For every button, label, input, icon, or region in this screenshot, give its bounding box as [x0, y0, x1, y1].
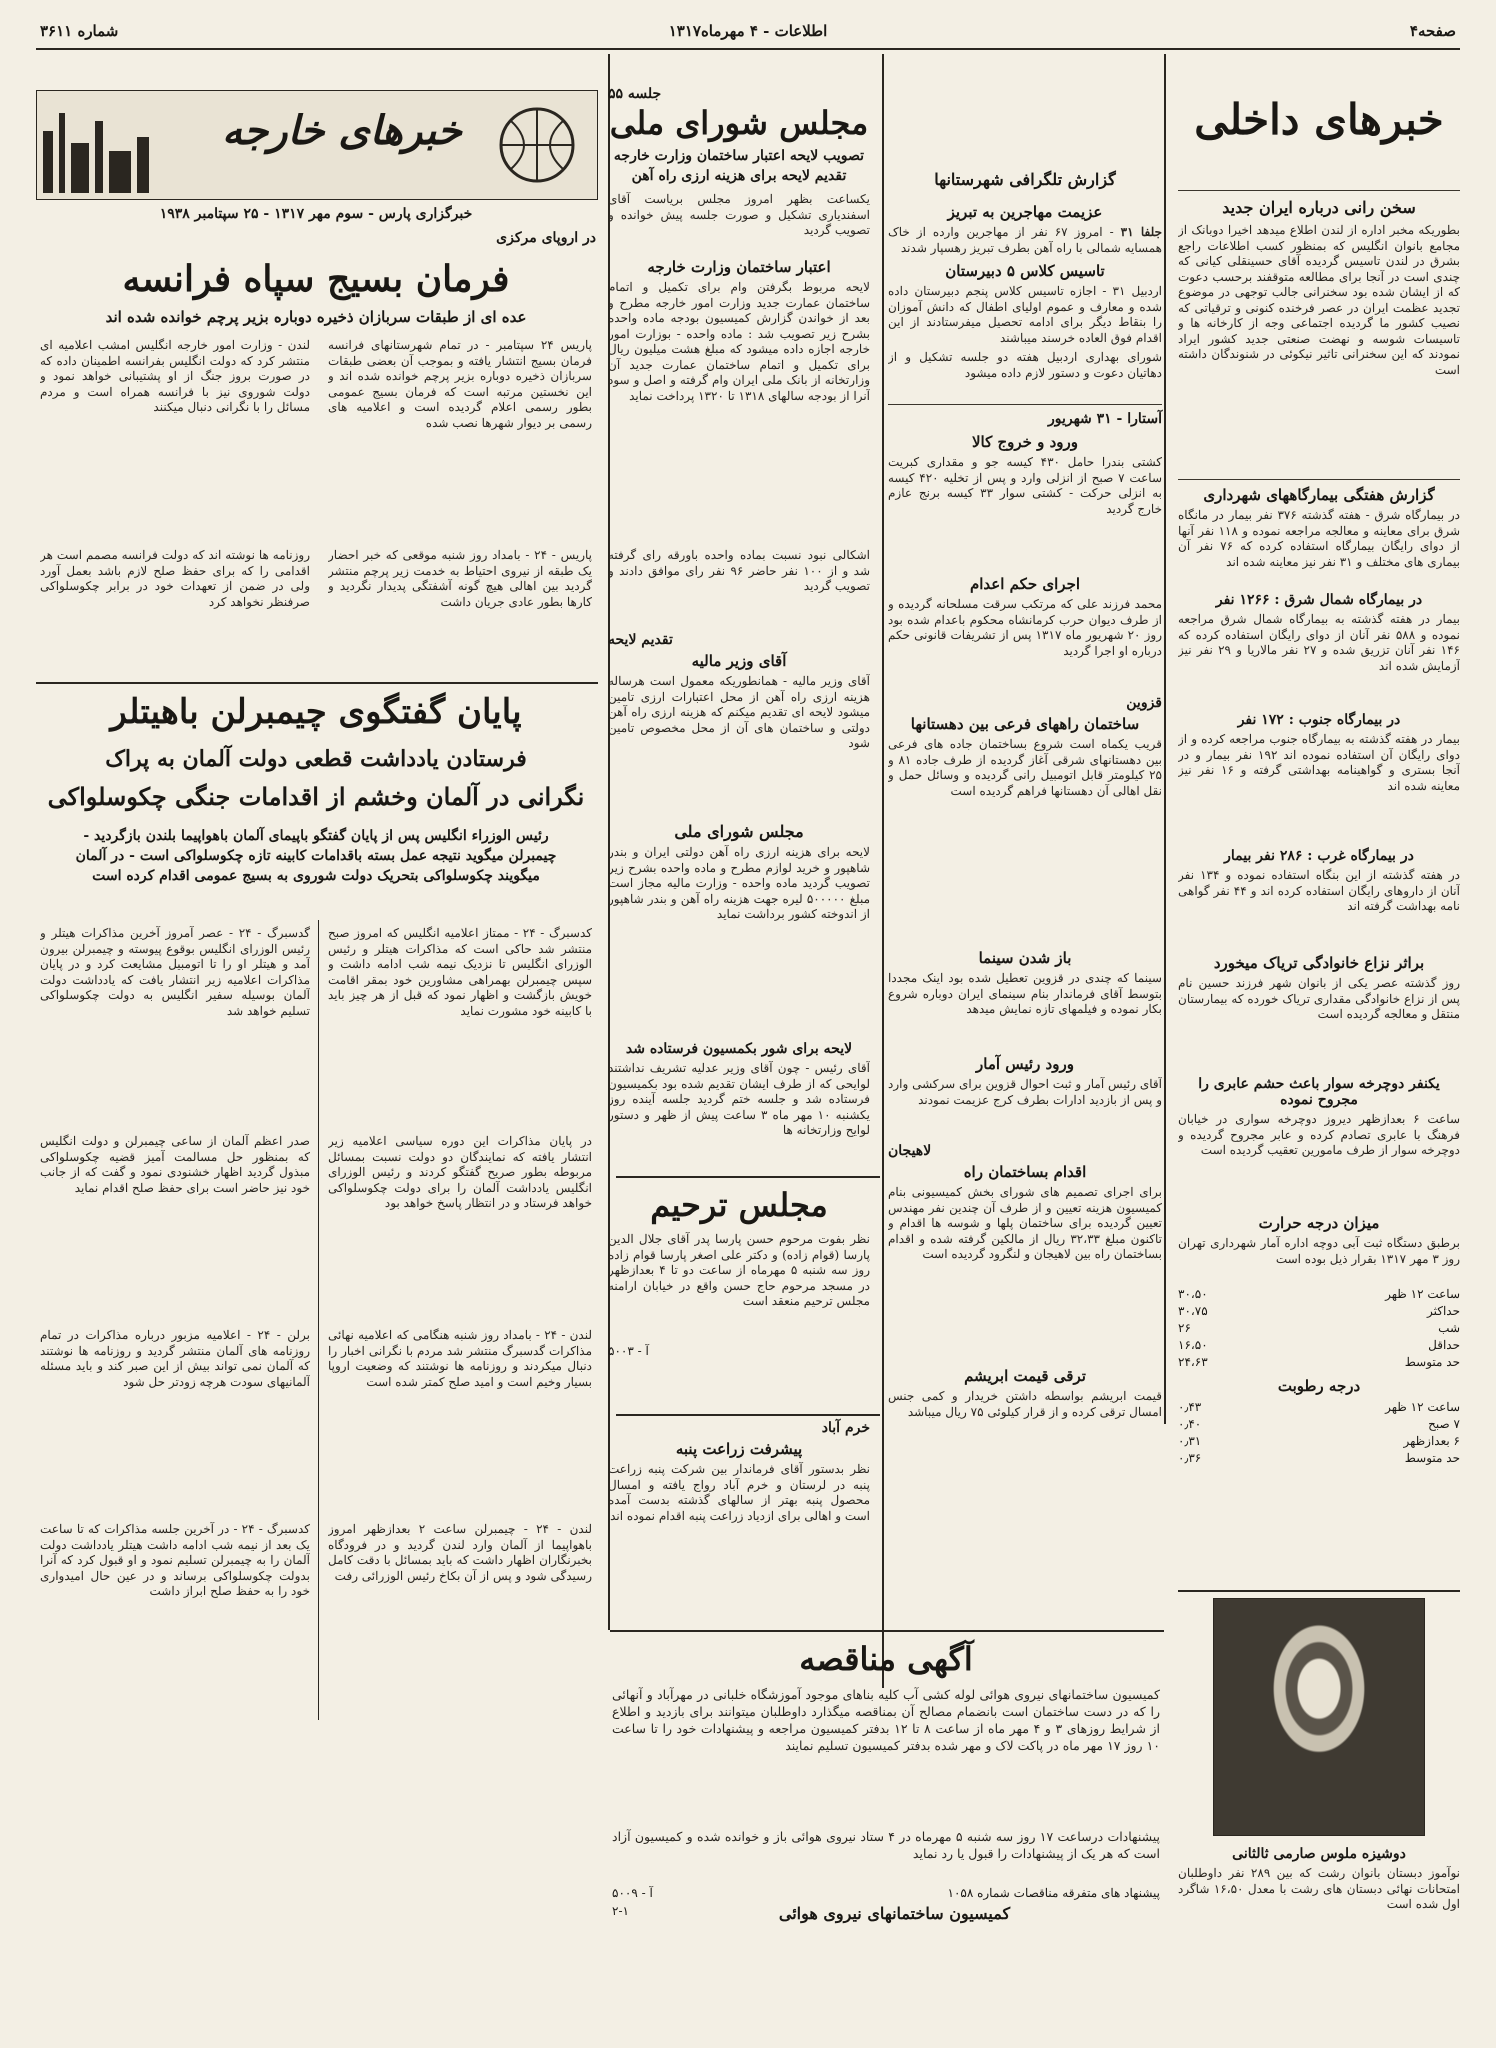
khorram-box	[608, 1420, 870, 1572]
tender-signature: کمیسیون ساختمانهای نیروی هوائی	[778, 1904, 1011, 1923]
school-headline: تاسیس کلاس ۵ دبیرستان	[945, 262, 1105, 280]
cotton-text: نظر بدستور آقای فرماندار بین شرکت پنبه زراعت پنبه در لرستان و خرم آباد رواج یافته و امسال محصول پنبه بهتر از سالهای گذشته بدست آمده است و اهالی برای ازدیاد زراعت پنبه اقدام نموده اند	[608, 1462, 870, 1523]
column-rule	[882, 54, 884, 1688]
divider	[616, 1414, 880, 1416]
chamberlain-col-3: در پایان مذاکرات این دوره سیاسی اعلامیه زیر انتشار یافته که نمایندگان دو دولت نسبت بمسائل مربوطه بطور صریح گفتگو کردند و رئیس الوزرای انگلیس یادداشت آلمان را برای دولت چکوسلواکی خواهد فرستاد و در انتظار پاسخ خواهد بود	[328, 1134, 592, 1210]
divider	[1178, 190, 1460, 191]
chamberlain-col-5: لندن - ۲۴ - بامداد روز شنبه هنگامی که اعلامیه نهائی مذاکرات گدسبرگ منتشر شد مردم با نگرانی اخبار را دنبال میکردند و روزنامه ها نوشتند که وضعیت اروپا بسیار وخیم است و امید صلح کمتر شده است	[328, 1328, 592, 1389]
majlis-sub2: تقدیم لایحه برای هزینه ارزی راه آهن	[631, 168, 847, 184]
tender-code: آ - ۵۰۰۹	[612, 1886, 653, 1900]
tender-side: ۲-۱	[612, 1904, 629, 1918]
south-headline: در بیمارگاه جنوب : ۱۷۲ نفر	[1237, 712, 1401, 728]
chamberlain-col-6: برلن - ۲۴ - اعلامیه مزبور درباره مذاکرات در تمام روزنامه های آلمان منتشر گردید و روزنامه ها نوشتند که آلمان نمی تواند بیش از این صبر کند و باید مسئله آلمانیهای سودت هرچه زودتر حل شود	[40, 1328, 310, 1389]
portrait-photo	[1213, 1598, 1425, 1836]
column-rule	[1164, 54, 1166, 1424]
execution-text: محمد فرزند علی که مرتکب سرقت مسلحانه گردیده و از طرف دیوان حرب کرمانشاه محکوم باعدام شده بود روز ۲۰ شهریور ماه ۱۳۱۷ پس از تشریفات قانونی حکم درباره او اجرا گردید	[888, 597, 1162, 658]
telegraph-headline: گزارش تلگرافی شهرستانها	[934, 170, 1116, 189]
tender-ref: پیشنهاد های متفرقه مناقصات شماره ۱۰۵۸	[947, 1886, 1160, 1900]
roads-headline: ساختمان راههای فرعی بین دهستانها	[910, 715, 1140, 733]
tabriz-place: جلفا ۳۱	[1120, 225, 1163, 239]
opium-headline: براثر نزاع خانوادگی تریاک میخورد	[1213, 954, 1425, 972]
stat-text: آقای رئیس آمار و ثبت احوال قزوین برای سرکشی وارد و پس از بازدید ادارات بطرف کرج عزیمت نمودند	[888, 1077, 1162, 1107]
tender-footer: پیشنهادات درساعت ۱۷ روز سه شنبه ۵ مهرماه در ۴ ستاد نیروی هوائی باز و خوانده شده و کمیسیون آزاد است که هر یک از پیشنهادات را قبول یا رد نماید	[612, 1829, 1160, 1861]
astara-place: آستارا - ۳۱ شهریور	[888, 404, 1162, 427]
commission-headline: لایحه برای شور بکمسیون فرستاده شد	[625, 1041, 853, 1057]
council-text: لایحه برای هزینه ارزی راه آهن دولتی ایران و بندر شاهپور و خرید لوازم مطرح و ماده واحده بشرح زیر تصویب گردید ماده واحده - وزارت مالیه مجاز است مبلغ ۵۰۰۰۰۰ لیره جهت هزینه راه آهن و بندر شاهپور از اندوخته کشور برداشت نماید	[608, 845, 870, 921]
building-headline: اقدام بساختمان راه	[963, 1163, 1087, 1181]
photo-caption: دوشیزه ملوس صارمی ثالثانی	[1232, 1846, 1406, 1862]
row-label: ساعت ۱۲ ظهر	[1385, 1400, 1460, 1414]
temperature-table	[1178, 1286, 1460, 1371]
page-label: صفحه۴	[1409, 22, 1456, 40]
photo-text: نوآموز دبستان بانوان رشت که بین ۲۸۹ نفر داوطلبان امتحانات نهائی دبستان های رشت با معدل ۱۶،۵۰ شاگرد اول شده است	[1178, 1866, 1461, 1911]
present-text: آقای وزیر مالیه - همانطوریکه معمول است هرساله هزینه ارزی راه آهن از محل اعتبارات ارزی تامین میشود لایحه ای تقدیم میکنم که هزینه ارزی راه آهن دولتی و ساختمان های آن از محل مخصوص تامین شود	[608, 674, 870, 750]
majlis-sub1: تصویب لایحه اعتبار ساختمان وزارت خارجه	[613, 148, 865, 164]
divider	[616, 1176, 880, 1178]
foreign-region: در اروپای مرکزی	[496, 230, 596, 246]
roads-text: قریب یکماه است شروع بساختمان جاده های فرعی بین دهستانهای شرقی آغاز گردیده از طرف جاده ۸۱ و ۲۵ کیلومتر قابل اتومبیل رانی گردیده و وسائل حمل و نقل اهالی آن دهستانها فراهم گردیده است	[888, 737, 1162, 798]
row-label: ۷ صبح	[1428, 1417, 1460, 1431]
tender-box	[612, 1640, 1160, 1962]
headline-chamberlain: پایان گفتگوی چیمبرلن باهیتلر	[110, 692, 522, 732]
france-col-a: پاریس ۲۴ سپتامبر - در تمام شهرستانهای فرانسه فرمان بسیج انتشار یافته و بموجب آن بعضی طبقات سربازان ذخیره دوباره بزیر پرچم خوانده شده اند و این نخستین مرتبه است که فرمان بسیج عمومی بطور رسمی اعلام گردیده است و اعلامیه های رسمی بر دیوار شهرها نصب شده	[328, 338, 592, 430]
photo-box	[1178, 1598, 1460, 1913]
silk-text: قیمت ابریشم بواسطه داشتن خریدار و کمی جنس امسال ترقی کرده و از قرار کیلوئی ۷۵ ریال میباشد	[888, 1389, 1162, 1419]
france-col-b: لندن - وزارت امور خارجه انگلیس امشب اعلامیه ای منتشر کرد که دولت انگلیس بفرانسه اطمینان داده که در صورت بروز جنگ از او پشتیبانی خواهد نمود و دولت شوروی نیز با فرانسه همراه است و مردم مسائل را با نگرانی دنبال میکنند	[40, 338, 310, 414]
table-row	[1178, 1286, 1460, 1303]
lahijan-place: لاهیجان	[888, 1143, 932, 1159]
table-row	[1178, 1416, 1460, 1433]
row-value: ۰٫۴۰	[1178, 1417, 1202, 1431]
credit-headline: اعتبار ساختمان وزارت خارجه	[647, 258, 831, 276]
north-east-text: بیمار در هفته گذشته به بیمارگاه شمال شرق مراجعه نموده و ۵۸۸ نفر آنان از دوای رایگان استفاده کرده که ۱۴۶ نفر آنان تزریق شده و ۲۷ نفر مالاریا و ۲۹ نفر نیز آزمایش شده اند	[1178, 612, 1460, 673]
telegraph-column: گزارش تلگرافی شهرستانها عزیمت مهاجرین به تبریز جلفا ۳۱ - امروز ۶۷ نفر از مهاجرین وارده از خاک همسایه شمالی با راه آهن بطرف تبریز رهسپار شدند تاسیس کلاس ۵ دبیرستان اردبیل ۳۱ - اجازه تاسیس کلاس پنجم دبیرستان داده شده و معارف و عموم اولیای اطفال که دانش آموزان را بنقاط دیگر برای ادامه تحصیل میفرستادند از این اقدام فوق العاده خرسند میباشند شورای بهداری اردبیل هفته دو جلسه تشکیل و از دهاتیان دعوت و دستور لازم داده میشود آستارا - ۳۱ شهریور ورود و خروج کالا کشتی بندرا حامل ۴۳۰ کیسه جو و مقداری کبریت ساعت ۷ صبح از انزلی وارد و پس از تخلیه ۴۲۰ کیسه به انزلی حرکت - کشتی سوار ۳۳ کیسه برنج عازم خارج گردید اجرای حکم اعدام محمد فرزند علی که مرتکب سرقت مسلحانه گردیده و از طرف دیوان حرب کرمانشاه محکوم باعدام شده بود روز ۲۰ شهریور ماه ۱۳۱۷ پس از تشریفات قانونی حکم درباره او اجرا گردید قزوین ساختمان راههای فرعی بین دهستانها قریب یکماه است شروع بساختمان جاده های فرعی بین دهستانهای شرقی آغاز گردیده از طرف جاده ۸۱ و ۲۵ کیلومتر قابل اتومبیل رانی گردیده و وسائل حمل و نقل اهالی آن دهستانها فراهم گردیده است باز شدن سینما سینما که چندی در قزوین تعطیل شده بود اینک مجددا بتوسط آقای فرماندار بنام سینمای ایران دوباره شروع بکار نموده و فیلمهای تازه نمایش میدهد ورود رئیس آمار آقای رئیس آمار و ثبت احوال قزوین برای سرکشی وارد و پس از بازدید ادارات بطرف کرج عزیمت نمودند لاهیجان اقدام بساختمان راه برای اجرای تصمیم های شورای بخش کمیسیونی بنام کمیسیون هزینه تعیین و از طرف آن چندین نفر مهندس تعیین گردیده برای ساختمان پلها و شوسه ها اقدام و تاکنون مبلغ ۳۲،۳۳ ریال از مالکین گرفته شده و اقدام بساختمان راه بین لاهیجان و لنگرود گردیده است ترقی قیمت ابریشم قیمت ابریشم بواسطه داشتن خریدار و کمی جنس امسال ترقی کرده و از قرار کیلوئی ۷۵ ریال میباشد	[888, 170, 1162, 1435]
row-value: ۳۰،۷۵	[1178, 1304, 1208, 1318]
majlis-column	[608, 86, 870, 1171]
paper-date: اطلاعات - ۴ مهرماه۱۳۱۷	[668, 22, 828, 40]
tender-text: کمیسیون ساختمانهای نیروی هوائی لوله کشی آب کلیه بناهای موجود آموزشگاه خلبانی در مهرآباد و آنهائی را که در دست ساختمان است بانضمام مصالح آن بمناقصه میگذارد داوطلبان میتوانند برای بازدید و اطلاع از شرایط روزهای ۳ و ۴ مهر ماه از ساعت ۸ تا ۱۲ بدفتر کمیسیون مراجعه و پیشنهادات خود را تا ساعت ۱۰ روز ۱۷ مهر ماه در پاکت لاک و مهر شده بدفتر کمیسیون تسلیم نمایند	[612, 1687, 1160, 1753]
vote-text: اشکالی نبود نسبت بماده واحده باورقه رای گرفته شد و از ۱۰۰ نفر حاضر ۹۶ نفر رای موافق دادند و تصویب گردید	[608, 548, 870, 593]
silk-headline: ترقی قیمت ابریشم	[964, 1367, 1086, 1385]
council-headline: مجلس شورای ملی	[674, 822, 804, 841]
column-rule	[318, 920, 319, 1720]
divider	[36, 682, 598, 684]
chamberlain-col-1: کدسبرگ - ۲۴ - ممتاز اعلامیه انگلیس که امروز صبح منتشر شد حاکی است که مذاکرات هیتلر و رئیس الوزرای انگلیس تا نزدیک نیمه شب ادامه داشت و سپس چیمبرلن بهمراهی مشاورین خود بمقر اقامت خویش بازگشت و اظهار نمود که قبل از هر چیز باید با کابینه خود مشورت نماید	[328, 926, 592, 1018]
table-row	[1178, 1433, 1460, 1450]
sub-france: عده ای از طبقات سربازان ذخیره دوباره بزیر پرچم خوانده شده اند	[105, 308, 527, 326]
khorram-place: خرم آباد	[821, 1420, 870, 1436]
lead-text: بطوریکه مخبر اداره از لندن اطلاع میدهد اخیرا دوبانک از مجامع بانوان انگلیس که بمنظور کسب اطلاعات راجع بشرق در لندن تاسیس گردیده آقای حسینقلی کیانی که چندی است در آنجا برای مطالعه متوقفند برحسب دعوت که از ایشان شده بود سخنرانی جالب توجهی در موضوع تجدید عظمت ایران در عصر فرخنده کنونی و ترقیاتی که نصیب کشور ما گردیده اجتماعی وجه از کارخانه ها و تاسیسات شوسه و نهضت صنعتی جدید کشور ایراد نمودند که این سخنرانی تاثیر نیکوئی در شنوندگان داشته است	[1178, 223, 1460, 377]
present-headline: تقدیم لایحه	[608, 632, 673, 648]
divider	[610, 1630, 1164, 1632]
cyclist-text: ساعت ۶ بعدازظهر دیروز دوچرخه سواری در خیابان فرهنگ با عابری تصادم کرده و عابر مجروح گردیده و دوچرخه سوار از طرف مامورین تعقیب گردیده است	[1178, 1112, 1460, 1157]
row-value: ۰٫۳۱	[1178, 1434, 1202, 1448]
tabriz-text: امروز ۶۷ نفر از مهاجرین وارده از خاک همسایه شمالی با راه آهن بطرف تبریز رهسپار شدند	[888, 225, 1162, 255]
memorial-box	[608, 1186, 870, 1358]
west-headline: در بیمارگاه غرب : ۲۸۶ نفر بیمار	[1224, 848, 1414, 864]
row-label: شب	[1438, 1321, 1460, 1335]
table-row	[1178, 1450, 1460, 1467]
foreign-banner: خبرهای خارجه	[222, 107, 462, 154]
issue-number: شماره ۳۶۱۱	[40, 22, 119, 40]
row-label: حداکثر	[1426, 1304, 1460, 1318]
row-value: ۰٫۴۳	[1178, 1400, 1202, 1414]
majlis-intro: یکساعت بظهر امروز مجلس بریاست آقای اسفندیاری تشکیل و صورت جلسه پیش خوانده و تصویب گردید	[608, 192, 870, 237]
foreign-banner-box	[36, 90, 598, 200]
weekly-headline: گزارش هفتگی بیمارگاههای شهرداری	[1178, 479, 1460, 504]
row-value: ۰٫۳۶	[1178, 1451, 1202, 1465]
weekly-text: در بیمارگاه شرق - هفته گذشته ۳۷۶ نفر بیمار در مانگاه شرق برای معاینه و معالجه مراجعه نموده و ۱۱۸ نفر آنها از دوای رایگان بیمارگاه استفاده کرده که ۷۶ نفر آن بیماری های مختلف و ۳۱ نفر نیز معاینه شده اند	[1178, 508, 1460, 569]
table-row	[1178, 1320, 1460, 1337]
divider	[1178, 1590, 1460, 1592]
credit-text: لایحه مربوط بگرفتن وام برای تکمیل و اتمام ساختمان عمارت جدید وزارت امور خارجه مطرح و بعد از خواندن گزارش کمیسیون بودجه ماده واحده بشرح زیر تصویب شد : ماده واحده - بوزارت امور خارجه اجازه داده میشود که مبلغ هشت میلیون ریال برای تکمیل و اتمام ساختمان عمارت جدید آن وزارتخانه از بانک ملی ایران وام گرفته و اصل و سود آنرا از بودجه سالهای ۱۳۱۸ تا ۱۳۲۰ پرداخت نماید	[608, 280, 870, 403]
majlis-banner: مجلس شورای ملی	[609, 104, 869, 142]
west-text: در هفته گذشته از این بنگاه استفاده نموده و ۱۳۴ نفر آنان از داروهای رایگان استفاده کرده اند و ۴۴ نفر گواهی نامه بهداشت گرفته اند	[1178, 868, 1460, 913]
chamberlain-col-8: کدسبرگ - ۲۴ - در آخرین جلسه مذاکرات که تا ساعت یک بعد از نیمه شب ادامه داشت هیتلر یادداشت دولت آلمان را به چیمبرلن تسلیم نمود و او قبول کرد که آنرا بدولت چکوسلواکی برساند و در عین حال امیدواری خود را به حفظ صلح ابراز داشت	[40, 1522, 310, 1598]
headline-france: فرمان بسیج سپاه فرانسه	[122, 258, 510, 300]
row-value: ۳۰،۵۰	[1178, 1287, 1208, 1301]
humidity-table	[1178, 1399, 1460, 1467]
tabriz-headline: عزیمت مهاجرین به تبریز	[947, 203, 1103, 221]
chamberlain-col-2: گدسبرگ - ۲۴ - عصر آمروز آخرین مذاکرات هیتلر و رئیس الوزرای انگلیس بوقوع پیوسته و چیمبرلن بیرون آمد و هیتلر او را تا اتومبیل مشایعت کرد و در پایان مذاکرات اعلامیه زیر انتشار یافت که یادداشت دولت آلمان بوسیله سفیر انگلیس به دولت چکوسلواکی تسلیم خواهد شد	[40, 926, 310, 1018]
cyclist-headline: یکنفر دوچرخه سوار باعث حشم عابری را مجروح نموده	[1198, 1076, 1440, 1108]
north-east-headline: در بیمارگاه شمال شرق : ۱۲۶۶ نفر	[1215, 592, 1423, 608]
temperature-intro: برطبق دستگاه ثبت آبی دوچه اداره آمار شهرداری تهران روز ۳ مهر ۱۳۱۷ بقرار ذیل بوده است	[1178, 1236, 1460, 1266]
chamberlain-col-4: صدر اعظم آلمان از ساعی چیمبرلن و دولت انگلیس که بمنظور حل مسالمت آمیز قضیه چکوسلواکی مبذول گردید اظهار خشنودی نمود و گفت که از جانب خود نیز حاضر است برای حفظ صلح اقدام نماید	[40, 1134, 310, 1195]
france-col-d: روزنامه ها نوشته اند که دولت فرانسه مصمم است هر اقدامی را که برای حفظ صلح لازم باشد بعمل آورد ولی در ضمن از تعهدات خود در برابر چکوسلواکی صرفنظر نخواهد کرد	[40, 548, 310, 609]
row-label: حد متوسط	[1404, 1355, 1460, 1369]
commission-text: آقای رئیس - چون آقای وزیر عدلیه تشریف نداشتند لوایحی که از طرف ایشان تقدیم شده بود بکمیسیون فرستاده شد و جلسه ختم گردید جلسه آینده روز یکشنبه ۱۰ مهر ماه ۳ ساعت پیش از ظهر و دستور لوایح وزارتخانه ها	[608, 1061, 870, 1137]
domestic-banner: خبرهای داخلی	[1194, 95, 1444, 144]
table-row	[1178, 1303, 1460, 1320]
memorial-text: نظر بفوت مرحوم حسن پارسا پدر آقای جلال الدین پارسا (قوام زاده) و دکتر علی اصغر پارسا قوام زاده روز سه شنبه ۵ مهرماه از ساعت دو تا ۴ بعدازظهر در مسجد مرحوم حاج حسن واقع در خیابان ارامنه مجلس ترحیم منعقد است	[608, 1232, 870, 1308]
council-text: شورای بهداری اردبیل هفته دو جلسه تشکیل و از دهاتیان دعوت و دستور لازم داده میشود	[888, 350, 1162, 380]
building-text: برای اجرای تصمیم های شورای بخش کمیسیونی بنام کمیسیون هزینه تعیین و از طرف آن چندین نفر مهندس تعیین گردیده برای ساختمان پلها و شوسه ها اقدام و تاکنون مبلغ ۳۲،۳۳ ریال از مالکین گرفته شده و اقدام بساختمان راه بین لاهیجان و لنگرود گردیده است	[888, 1185, 1162, 1261]
row-label: حد متوسط	[1404, 1451, 1460, 1465]
foreign-dateline: خبرگزاری پارس - سوم مهر ۱۳۱۷ - ۲۵ سپتامبر ۱۹۳۸	[159, 206, 473, 222]
opium-text: روز گذشته عصر یکی از بانوان شهر فرزند حسین نام پس از نزاع خانوادگی مقداری تریاک خورده که بیمارستان منتقل و معالجه گردیده است	[1178, 976, 1460, 1021]
tender-banner: آگهی مناقصه	[799, 1640, 973, 1678]
cotton-headline: پیشرفت زراعت پنبه	[675, 1440, 803, 1458]
execution-headline: اجرای حکم اعدام	[969, 575, 1081, 593]
temperature-headline: میزان درجه حرارت	[1258, 1214, 1380, 1232]
table-row	[1178, 1337, 1460, 1354]
session-number: جلسه ۵۵	[608, 86, 662, 102]
sub-chamberlain: فرستادن یادداشت قطعی دولت آلمان به پراک	[105, 746, 527, 772]
goods-text: کشتی بندرا حامل ۴۳۰ کیسه جو و مقداری کبریت ساعت ۷ صبح از انزلی وارد و پس از تخلیه ۴۲۰ کیسه به انزلی حرکت - کشتی سوار ۳۳ کیسه برنج عازم خارج گردید	[888, 455, 1162, 516]
row-value: ۱۶،۵۰	[1178, 1338, 1208, 1352]
table-row	[1178, 1399, 1460, 1416]
header-rule	[36, 48, 1460, 50]
minister-headline: آقای وزیر مالیه	[691, 652, 787, 670]
cinema-headline: باز شدن سینما	[978, 949, 1072, 967]
row-value: ۲۶	[1178, 1321, 1191, 1335]
row-label: حداقل	[1428, 1338, 1460, 1352]
domestic-news-column	[1178, 60, 1460, 1467]
stat-headline: ورود رئیس آمار	[976, 1055, 1074, 1073]
row-label: ۶ بعدازظهر	[1403, 1434, 1460, 1448]
south-text: بیمار در هفته گذشته به بیمارگاه جنوب مراجعه کرده و از دوای رایگان آن استفاده نموده اند ۱۹۲ نفر بیمار و در آنجا بستری و گواهینامه بهداشتی گرفته و ۱۶ نفر نیز معاینه شده اند	[1178, 732, 1460, 793]
cinema-text: سینما که چندی در قزوین تعطیل شده بود اینک مجددا بتوسط آقای فرماندار بنام سینمای ایران دوباره شروع بکار نموده و فیلمهای تازه نمایش میدهد	[888, 971, 1162, 1016]
lead-chamberlain: رئیس الوزراء انگلیس پس از پایان گفتگو باپیمای آلمان باهواپیما بلندن بازگردید - چیمبرلن میگوید نتیجه عمل بسته باقدامات کابینه تازه چکوسلواکی است - در آلمان میگویند چکوسلواکی بتحریک دولت شوروی به بسیج عمومی اقدام کرده است	[75, 828, 557, 884]
memorial-banner: مجلس ترحیم	[650, 1186, 828, 1224]
memorial-code: آ - ۵۰۰۳	[608, 1344, 649, 1358]
france-col-c: پاریس - ۲۴ - بامداد روز شنبه موقعی که خبر احضار یک طبقه از نیروی احتیاط به خدمت زیر پرچم منتشر گردید بین اهالی هیچ گونه آشفتگی پدیدار نگردید و کارها بطور عادی جریان داشت	[328, 548, 592, 609]
qazvin-place: قزوین	[1126, 695, 1162, 711]
lead-headline: سخن رانی درباره ایران جدید	[1222, 198, 1416, 217]
goods-headline: ورود و خروج کالا	[971, 433, 1079, 451]
sub-anxiety: نگرانی در آلمان وخشم از اقدامات جنگی چکوسلواکی	[47, 782, 585, 811]
school-text: اردبیل ۳۱ - اجازه تاسیس کلاس پنجم دبیرستان داده شده و معارف و عموم اولیای اطفال که دانش آموزان را بنقاط دیگر برای ادامه تحصیل میفرستادند از این اقدام فوق العاده خرسند میباشند	[888, 284, 1162, 345]
table-row	[1178, 1354, 1460, 1371]
chamberlain-col-7: لندن - ۲۴ - چیمبرلن ساعت ۲ بعدازظهر امروز باهواپیما از آلمان وارد لندن گردید و در فرودگاه بخبرنگاران اظهار داشت که باید بمسائل با دقت کامل رسیدگی شود و پس از آن بکاخ رئیس الوزرائی رفت	[328, 1522, 592, 1583]
humidity-headline: درجه رطوبت	[1277, 1377, 1361, 1395]
row-label: ساعت ۱۲ ظهر	[1385, 1287, 1460, 1301]
row-value: ۲۴،۶۳	[1178, 1355, 1208, 1369]
